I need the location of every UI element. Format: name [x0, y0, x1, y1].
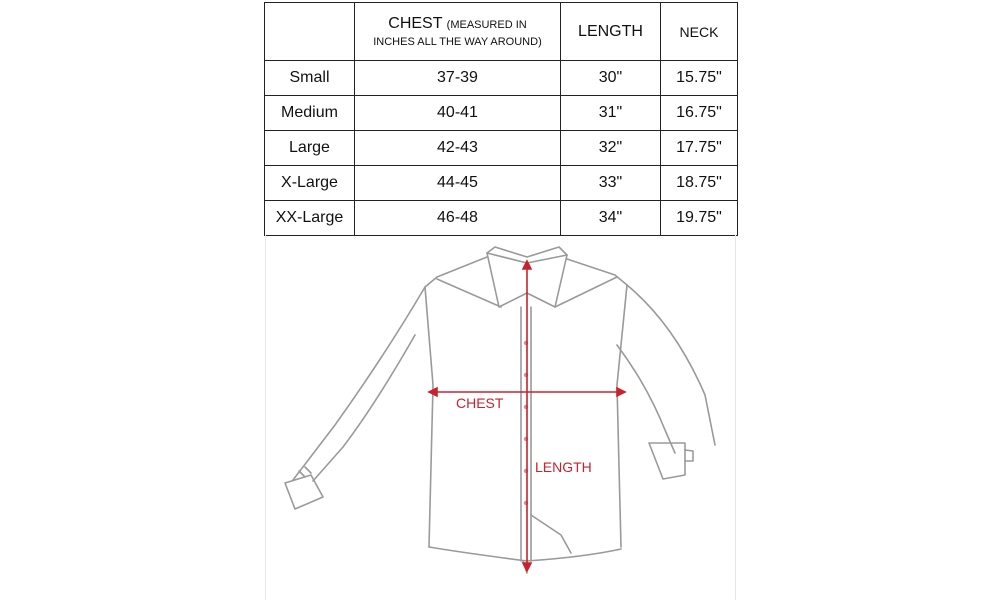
size-cell: Medium — [265, 96, 355, 131]
header-chest-label: CHEST — [388, 15, 443, 32]
size-cell: Small — [265, 61, 355, 96]
table-row — [265, 61, 738, 96]
neck-cell: 16.75" — [661, 96, 738, 131]
table-row — [265, 166, 738, 201]
header-length-cell: LENGTH — [561, 3, 661, 61]
header-chest-note-line1: (MEASURED IN — [446, 19, 527, 31]
length-cell: 34" — [561, 201, 661, 236]
length-cell: 31" — [561, 96, 661, 131]
size-cell: XX-Large — [265, 201, 355, 236]
length-cell: 32" — [561, 131, 661, 166]
chest-cell: 40-41 — [355, 96, 561, 131]
size-chart-table — [264, 2, 738, 236]
size-cell: X-Large — [265, 166, 355, 201]
chest-cell: 42-43 — [355, 131, 561, 166]
chest-cell: 37-39 — [355, 61, 561, 96]
table-row — [265, 96, 738, 131]
table-header-row — [265, 3, 738, 61]
shirt-outline-illustration — [265, 235, 736, 600]
table-row — [265, 131, 738, 166]
length-cell: 30" — [561, 61, 661, 96]
size-cell: Large — [265, 131, 355, 166]
chest-cell: 44-45 — [355, 166, 561, 201]
length-cell: 33" — [561, 166, 661, 201]
neck-cell: 15.75" — [661, 61, 738, 96]
table-row — [265, 201, 738, 236]
diagram-left-border — [265, 235, 266, 600]
diagram-right-border — [735, 235, 736, 600]
neck-cell: 18.75" — [661, 166, 738, 201]
shirt-measurement-diagram — [265, 235, 736, 600]
header-chest-cell — [355, 3, 561, 61]
header-chest-note-line2: INCHES ALL THE WAY AROUND) — [373, 36, 542, 48]
header-size-cell — [265, 3, 355, 61]
neck-cell: 19.75" — [661, 201, 738, 236]
chest-cell: 46-48 — [355, 201, 561, 236]
neck-cell: 17.75" — [661, 131, 738, 166]
chest-measurement-label: CHEST — [456, 395, 504, 411]
header-neck-cell: NECK — [661, 3, 738, 61]
length-measurement-label: LENGTH — [535, 459, 592, 475]
